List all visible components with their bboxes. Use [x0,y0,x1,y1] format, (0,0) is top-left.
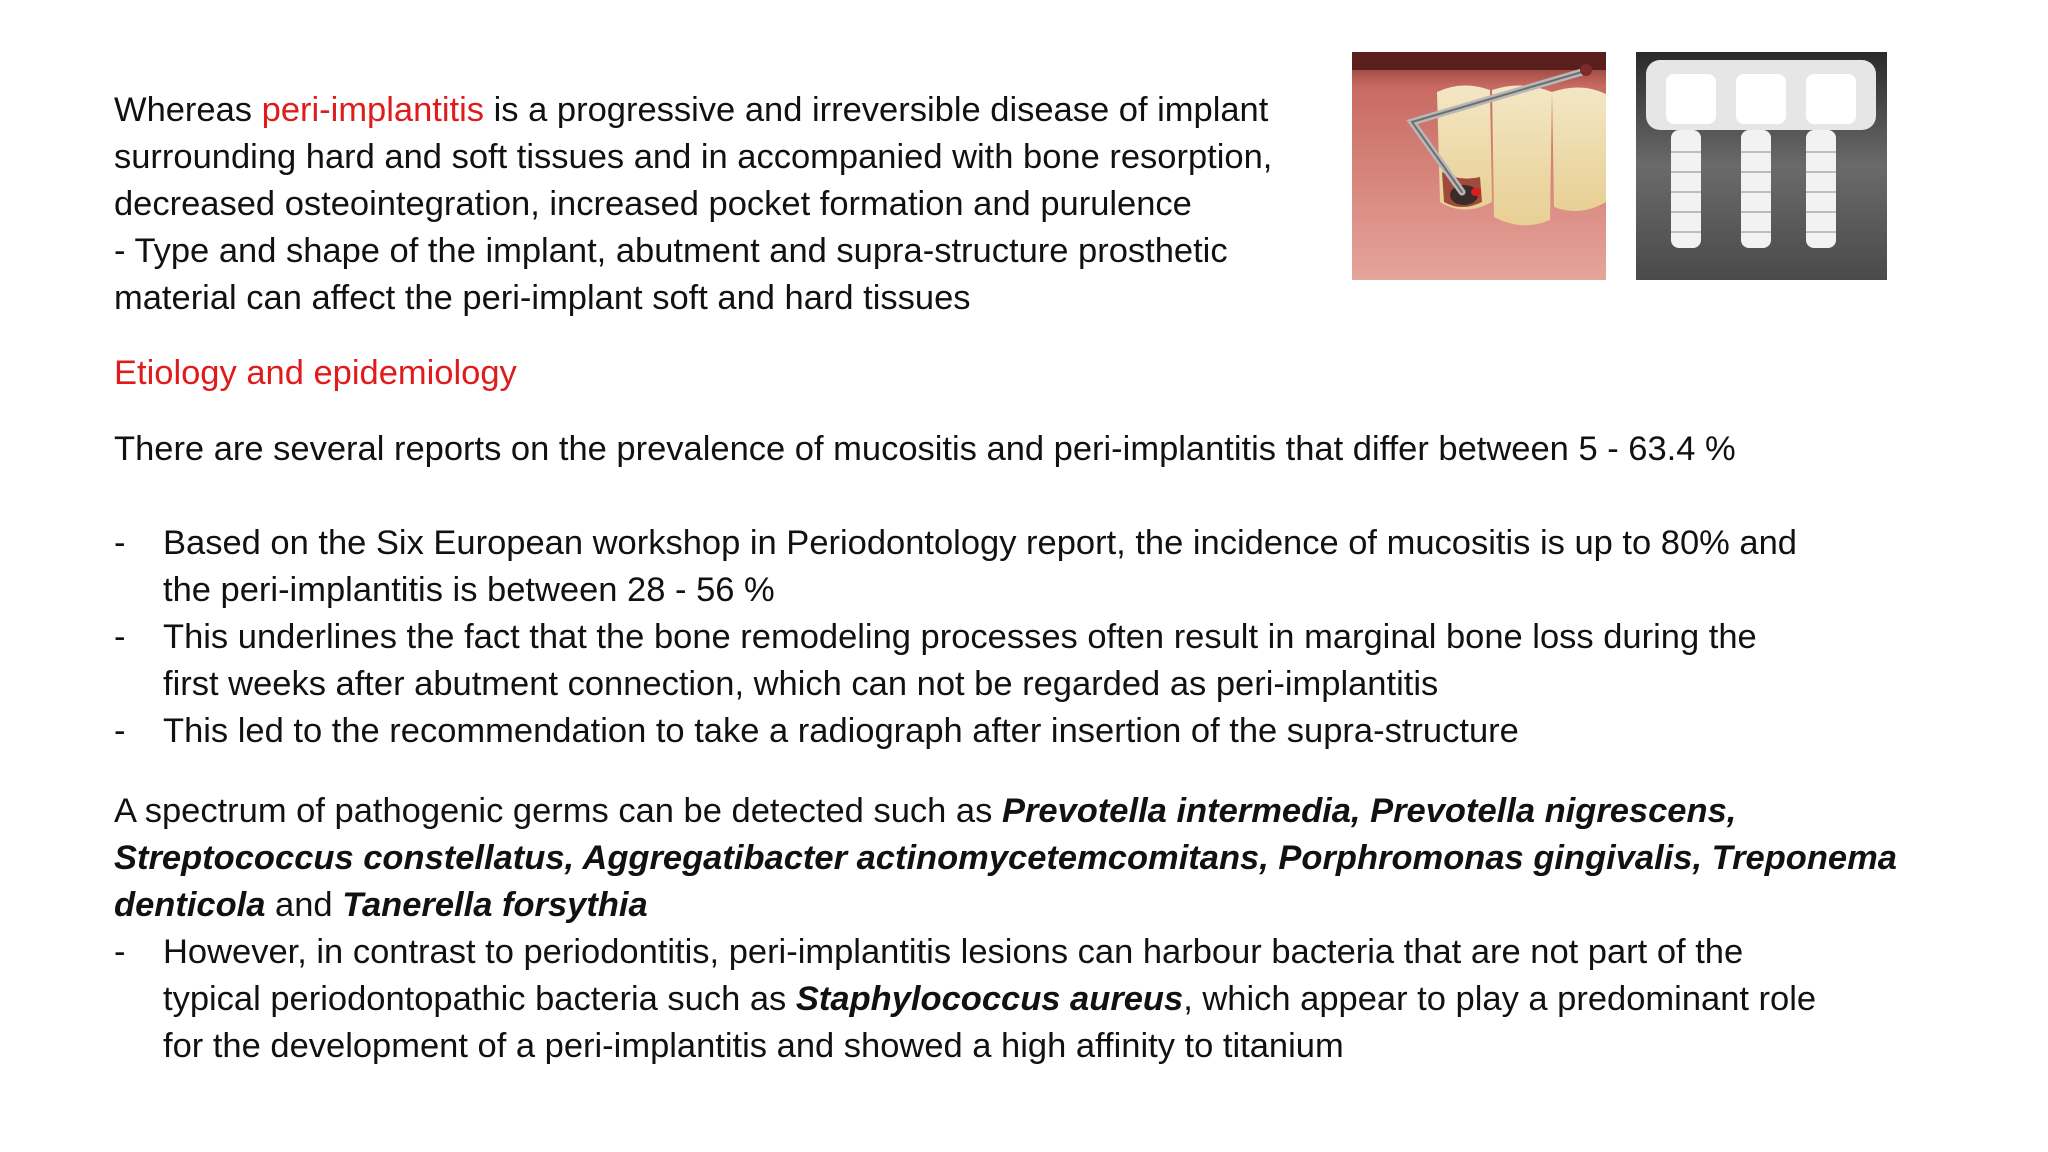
bullet-line: This underlines the fact that the bone remodeling processes often result in marginal bone loss during the [163,618,1757,656]
list-item [114,520,1797,614]
bullet-dash: - [114,618,126,656]
species-name: Staphylococcus aureus [795,980,1184,1018]
bullet-dash: - [114,524,126,562]
bullet-line: However, in contrast to periodontitis, peri-implantitis lesions can harbour bacteria that are not part of the [163,933,1744,971]
intro-line-4: - Type and shape of the implant, abutment and supra-structure prosthetic [114,232,1228,270]
intro-text: Whereas [114,91,262,129]
contrast-bullet-list [114,929,1816,1070]
intro-line-2: surrounding hard and soft tissues and in accompanied with bone resorption, [114,138,1273,176]
pathogens-line-3 [114,882,1897,929]
bullet-line: This led to the recommendation to take a radiograph after insertion of the supra-structure [163,712,1519,750]
species-name: Tanerella forsythia [342,886,648,924]
bullet-list [114,520,1797,755]
pathogens-text: A spectrum of pathogenic germs can be detected such as [114,792,1002,830]
bullet-line: for the development of a peri-implantitis and showed a high affinity to titanium [163,1027,1344,1065]
bullet-line: the peri-implantitis is between 28 - 56 % [163,571,775,609]
intro-line-5: material can affect the peri-implant soft and hard tissues [114,279,971,317]
bullet-line [163,976,1816,1023]
section-heading: Etiology and epidemiology [114,354,517,392]
list-item [114,614,1797,708]
radiograph-image [1636,52,1887,280]
bullet-line: first weeks after abutment connection, which can not be regarded as peri-implantitis [163,665,1439,703]
list-item [114,708,1797,755]
clinical-photo-image [1352,52,1606,280]
pathogens-paragraph [114,788,1897,929]
highlight-term: peri-implantitis [261,91,485,129]
bullet-dash: - [114,712,126,750]
list-item [114,929,1816,1070]
species-names: Prevotella intermedia, Prevotella nigrescens, [1001,792,1737,830]
conjunction: and [265,886,343,924]
bullet-text: , which appear to play a predominant role [1183,980,1817,1018]
intro-line-3: decreased osteointegration, increased pocket formation and purulence [114,185,1192,223]
pathogens-line-1 [114,788,1897,835]
bullet-dash: - [114,933,126,971]
prevalence-statement: There are several reports on the prevalence of mucositis and peri-implantitis that differ between 5 - 63.4 % [114,430,1736,468]
bullet-text: typical periodontopathic bacteria such as [163,980,796,1018]
species-name: denticola [114,886,266,924]
bullet-line: Based on the Six European workshop in Periodontology report, the incidence of mucositis is up to 80% and [163,524,1797,562]
intro-line-1 [114,87,1272,134]
pathogens-line-2: Streptococcus constellatus, Aggregatibacter actinomycetemcomitans, Porphromonas gingivalis, Treponema [114,839,1897,877]
intro-text: is a progressive and irreversible disease of implant [484,91,1269,129]
intro-paragraph [114,87,1272,322]
